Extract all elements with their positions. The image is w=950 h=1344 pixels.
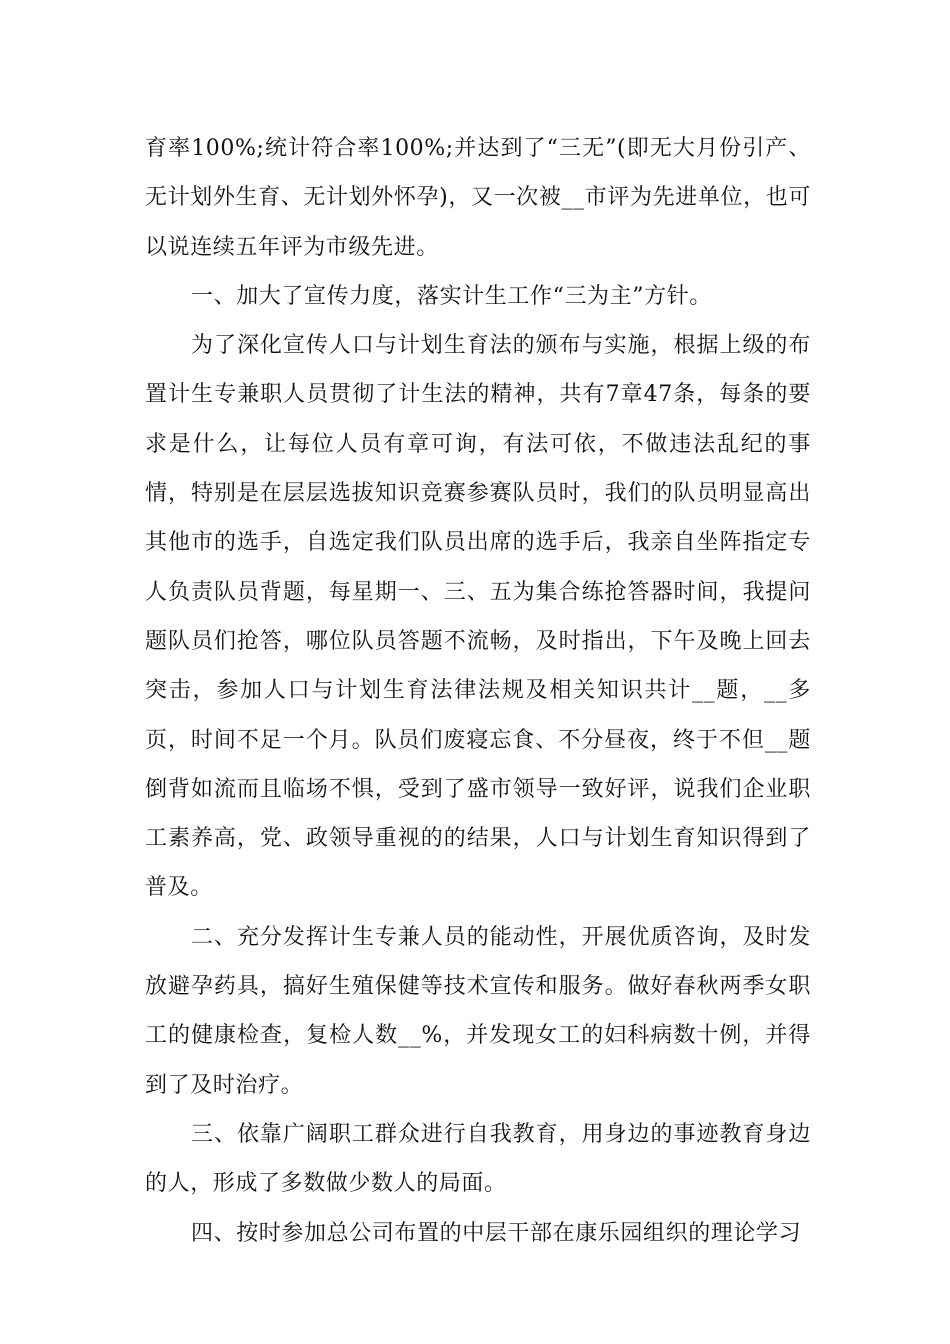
paragraph-publicity: 为了深化宣传人口与计划生育法的颁布与实施，根据上级的布置计生专兼职人员贯彻了计生法的精神，共有7章47条，每条的要求是什么，让每位人员有章可询，有法可依，不做违法乱纪的事情，特别是在层层选拔知识竞赛参赛队员时，我们的队员明显高出其他市的选手，自选定我们队员出席的选手后，我亲自坐阵指定专人负责队员背题，每星期一、三、五为集合练抢答器时间，我提问题队员们抢答，哪位队员答题不流畅，及时指出，下午及晚上回去突击，参加人口与计划生育法律法规及相关知识共计__题，__多页，时间不足一个月。队员们废寝忘食、不分昼夜，终于不但__题倒背如流而且临场不惧，受到了盛市领导一致好评，说我们企业职工素养高，党、政领导重视的的结果，人口与计划生育知识得到了普及。: [145, 333, 811, 901]
section-heading-3: 三、依靠广阔职工群众进行自我教育，用身边的事迹教育身边的人，形成了多数做少数人的局面。: [145, 1121, 811, 1197]
section-heading-2: 二、充分发挥计生专兼人员的能动性，开展优质咨询，及时发放避孕药具，搞好生殖保健等技术宣传和服务。做好春秋两季女职工的健康检查，复检人数__%，并发现女工的妇科病数十例，并得到了及时治疗。: [145, 924, 811, 1098]
section-heading-1: 一、加大了宣传力度，落实计生工作“三为主”方针。: [191, 283, 712, 309]
paragraph-continuation: 育率100%;统计符合率100%;并达到了“三无”(即无大月份引产、无计划外生育、无计划外怀孕)，又一次被__市评为先进单位，也可以说连续五年评为市级先进。: [145, 136, 811, 260]
document-body: [145, 124, 811, 1258]
section-heading-4: 四、按时参加总公司布置的中层干部在康乐园组织的理论学习: [191, 1220, 802, 1246]
